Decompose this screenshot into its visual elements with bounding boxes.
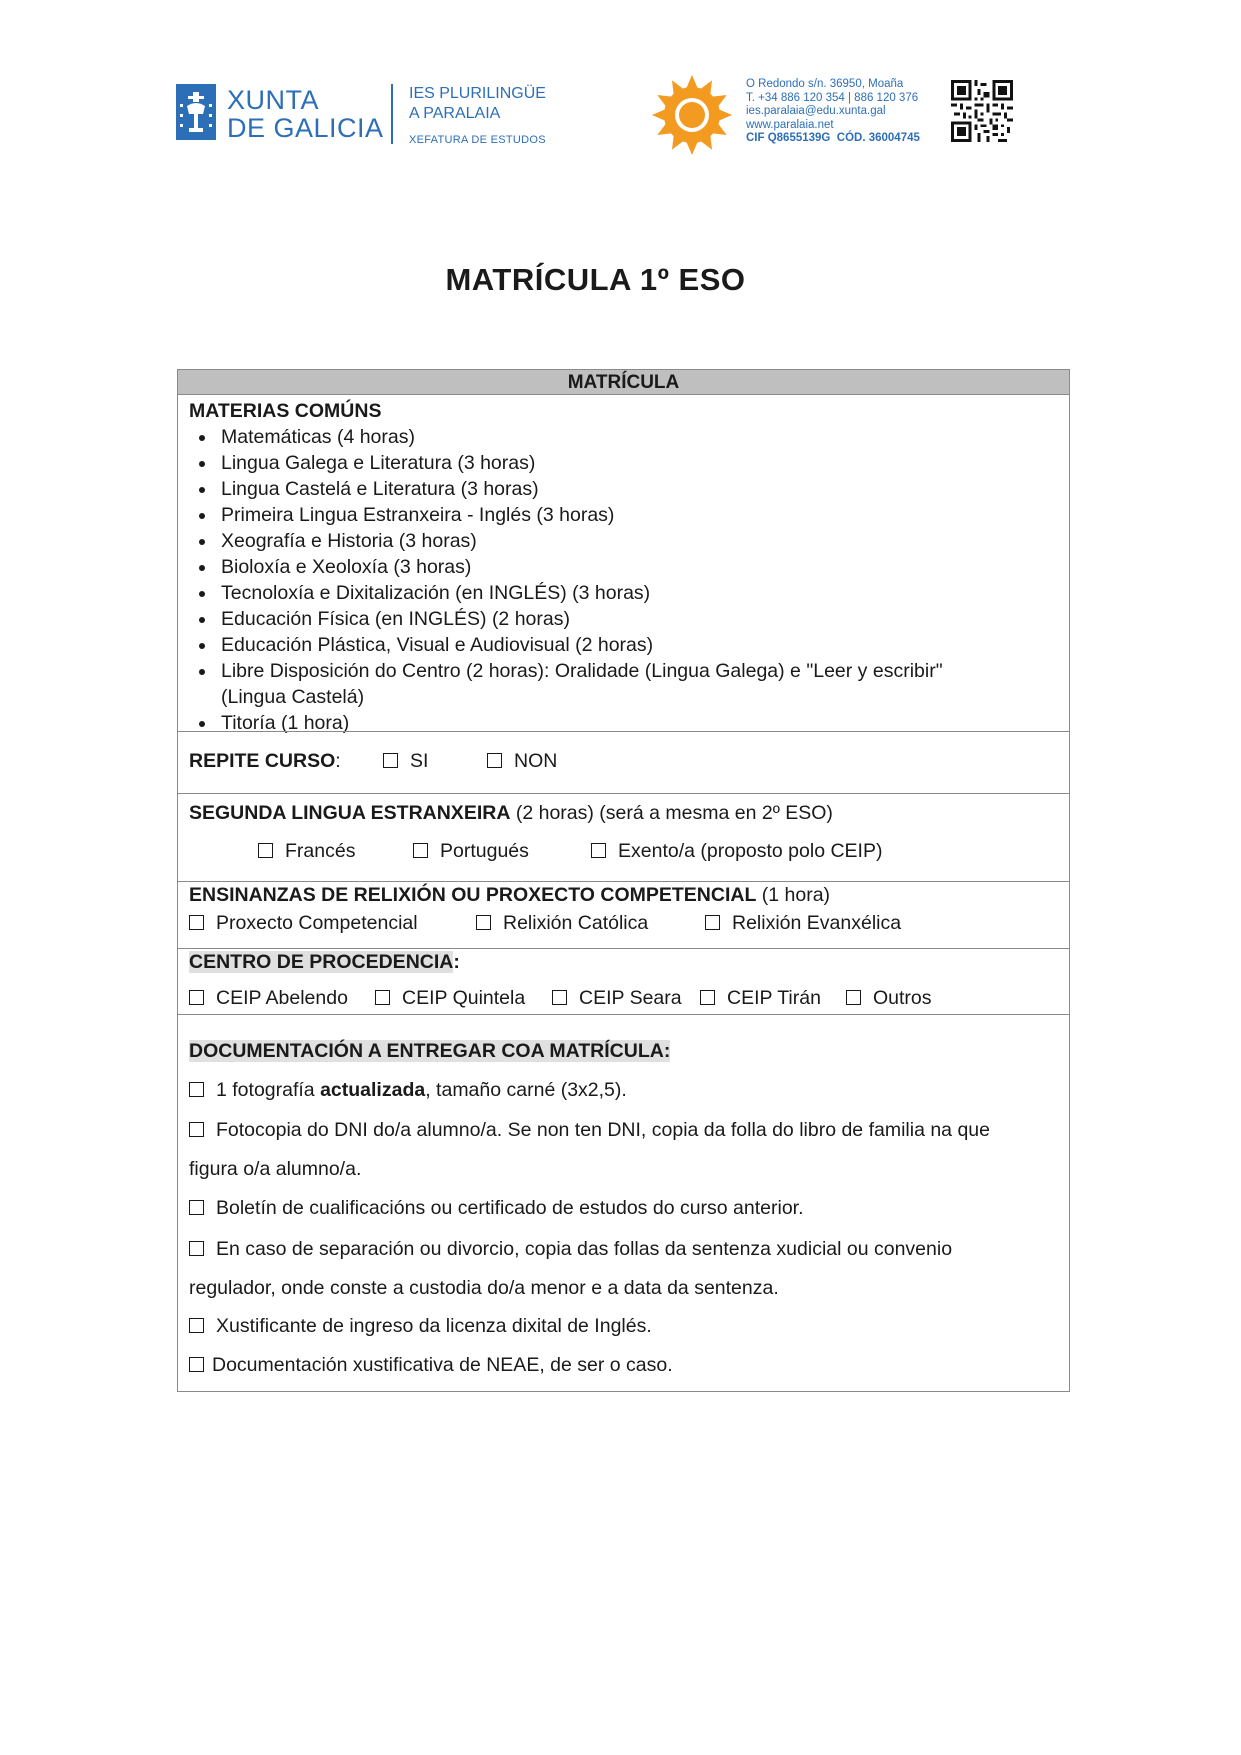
contact-cif: CIF Q8655139G	[746, 132, 831, 144]
list-item	[189, 632, 943, 658]
subject-label: Tecnoloxía e Dixitalización (en INGLÉS) (3 horas)	[221, 582, 651, 604]
subject-label: Bioloxía e Xeoloxía (3 horas)	[221, 556, 472, 578]
checkbox-icon[interactable]	[189, 1241, 204, 1256]
option-label: Relixión Católica	[503, 912, 649, 934]
bullet-icon	[199, 513, 205, 519]
repeat-course-section	[178, 731, 1069, 793]
doc-item-neae[interactable]	[189, 1354, 673, 1377]
option-label: CEIP Tirán	[727, 987, 821, 1009]
repeat-course-colon: :	[335, 750, 341, 772]
contact-web: www.paralaia.net	[746, 118, 834, 131]
doc-item-text: regulador, onde conste a custodia do/a menor e a data da sentenza.	[189, 1277, 779, 1299]
checkbox-icon[interactable]	[189, 1122, 204, 1137]
page-title: MATRÍCULA 1º ESO	[445, 262, 746, 297]
checkbox-icon[interactable]	[846, 990, 861, 1005]
checkbox-icon[interactable]	[383, 753, 398, 768]
contact-phone: T. +34 886 120 354 | 886 120 376	[746, 91, 919, 104]
option-label: CEIP Abelendo	[216, 987, 348, 1009]
second-language-label: SEGUNDA LINGUA ESTRANXEIRA	[189, 802, 511, 824]
doc-item-photo[interactable]	[189, 1079, 627, 1102]
doc-item-separacion-continuation	[189, 1277, 779, 1300]
contact-code: CÓD. 36004745	[836, 132, 920, 144]
list-item	[189, 554, 943, 580]
list-item	[189, 450, 943, 476]
checkbox-icon[interactable]	[189, 915, 204, 930]
option-frances[interactable]	[258, 840, 355, 863]
checkbox-icon[interactable]	[189, 990, 204, 1005]
second-language-note: (2 horas) (será a mesma en 2º ESO)	[510, 802, 833, 824]
documentation-label: DOCUMENTACIÓN A ENTREGAR COA MATRÍCULA:	[189, 1040, 671, 1062]
bullet-icon	[199, 461, 205, 467]
department-label: XEFATURA DE ESTUDOS	[409, 134, 546, 146]
option-proxecto-competencial[interactable]	[189, 912, 418, 935]
checkbox-icon[interactable]	[189, 1200, 204, 1215]
option-label: Proxecto Competencial	[216, 912, 418, 934]
list-item	[189, 528, 943, 554]
second-language-section	[178, 793, 1069, 881]
doc-item-text: Fotocopia do DNI do/a alumno/a. Se non ten DNI, copia da folla do libro de familia na que	[216, 1119, 990, 1141]
option-label: SI	[410, 750, 429, 772]
qr-code-icon	[951, 80, 1013, 142]
option-ceip-seara[interactable]	[552, 987, 682, 1010]
table-header-band: MATRÍCULA	[178, 370, 1069, 395]
doc-item-text: Xustificante de ingreso da licenza dixital de Inglés.	[216, 1315, 652, 1337]
option-label: CEIP Seara	[579, 987, 682, 1009]
sun-logo-icon	[651, 74, 733, 156]
option-label: NON	[514, 750, 558, 772]
subject-label: Xeografía e Historia (3 horas)	[221, 530, 477, 552]
header-divider	[391, 84, 393, 144]
xunta-galicia-wordmark	[227, 86, 384, 142]
bullet-icon	[199, 591, 205, 597]
option-label: Exento/a (proposto polo CEIP)	[618, 840, 883, 862]
repeat-si-option[interactable]	[383, 750, 428, 773]
checkbox-icon[interactable]	[375, 990, 390, 1005]
option-outros[interactable]	[846, 987, 932, 1010]
doc-item-text: figura o/a alumno/a.	[189, 1158, 362, 1180]
option-relixion-evanxelica[interactable]	[705, 912, 901, 935]
doc-item-emphasis: actualizada	[320, 1079, 426, 1101]
school-name-line1: IES PLURILINGÜE	[409, 85, 546, 102]
subject-label: Matemáticas (4 horas)	[221, 426, 415, 448]
common-subjects-heading: MATERIAS COMÚNS	[189, 400, 382, 422]
list-item	[189, 502, 943, 528]
option-ceip-abelendo[interactable]	[189, 987, 348, 1010]
xunta-emblem-icon	[176, 84, 216, 140]
religion-section	[178, 881, 1069, 948]
checkbox-icon[interactable]	[413, 843, 428, 858]
origin-school-colon: :	[453, 951, 460, 973]
school-wordmark	[409, 84, 546, 146]
option-ceip-quintela[interactable]	[375, 987, 525, 1010]
enrollment-form-table	[177, 369, 1070, 1392]
doc-item-dni[interactable]	[189, 1119, 990, 1142]
checkbox-icon[interactable]	[591, 843, 606, 858]
doc-item-text: 1 fotografía	[216, 1079, 321, 1101]
list-item	[189, 580, 943, 606]
doc-item-text: Boletín de cualificacións ou certificado de estudos do curso anterior.	[216, 1197, 804, 1219]
school-name-line2: A PARALAIA	[409, 105, 501, 122]
option-relixion-catolica[interactable]	[476, 912, 648, 935]
doc-item-boletin[interactable]	[189, 1197, 804, 1220]
doc-item-dni-continuation	[189, 1158, 361, 1181]
doc-item-licenza[interactable]	[189, 1315, 652, 1338]
contact-block	[746, 78, 920, 146]
option-label: Portugués	[440, 840, 529, 862]
checkbox-icon[interactable]	[552, 990, 567, 1005]
bullet-icon	[199, 643, 205, 649]
xunta-line1: XUNTA	[227, 85, 320, 115]
doc-item-text: Documentación xustificativa de NEAE, de ser o caso.	[212, 1354, 673, 1376]
subject-label: (Lingua Castelá)	[221, 686, 365, 708]
option-portugues[interactable]	[413, 840, 529, 863]
doc-item-text: , tamaño carné (3x2,5).	[425, 1079, 627, 1101]
repeat-course-label: REPITE CURSO	[189, 750, 336, 772]
origin-school-section	[178, 948, 1069, 1014]
subject-label: Libre Disposición do Centro (2 horas): Oralidade (Lingua Galega) e "Leer y escribir"	[221, 660, 943, 682]
checkbox-icon[interactable]	[700, 990, 715, 1005]
option-exento[interactable]	[591, 840, 882, 863]
checkbox-icon[interactable]	[189, 1357, 204, 1372]
subject-label: Educación Plástica, Visual e Audiovisual (2 horas)	[221, 634, 654, 656]
bullet-icon	[199, 617, 205, 623]
religion-label: ENSINANZAS DE RELIXIÓN OU PROXECTO COMPETENCIAL	[189, 884, 757, 906]
letterhead	[0, 74, 1241, 164]
list-item	[189, 606, 943, 632]
bullet-icon	[199, 487, 205, 493]
option-label: CEIP Quintela	[402, 987, 526, 1009]
doc-item-text: En caso de separación ou divorcio, copia das follas da sentenza xudicial ou convenio	[216, 1238, 953, 1260]
subject-label: Educación Física (en INGLÉS) (2 horas)	[221, 608, 570, 630]
option-label: Francés	[285, 840, 356, 862]
checkbox-icon[interactable]	[487, 753, 502, 768]
contact-address: O Redondo s/n. 36950, Moaña	[746, 78, 904, 90]
religion-note: (1 hora)	[756, 884, 831, 906]
subject-label: Lingua Galega e Literatura (3 horas)	[221, 452, 536, 474]
contact-email: ies.paralaia@edu.xunta.gal	[746, 105, 886, 117]
checkbox-icon[interactable]	[258, 843, 273, 858]
checkbox-icon[interactable]	[705, 915, 720, 930]
checkbox-icon[interactable]	[189, 1318, 204, 1333]
documentation-section	[178, 1014, 1069, 1391]
subject-label: Primeira Lingua Estranxeira - Inglés (3 horas)	[221, 504, 615, 526]
option-label: Relixión Evanxélica	[732, 912, 902, 934]
bullet-icon	[199, 721, 205, 727]
checkbox-icon[interactable]	[476, 915, 491, 930]
bullet-icon	[199, 539, 205, 545]
xunta-line2: DE GALICIA	[227, 113, 384, 143]
list-item	[189, 658, 943, 684]
option-ceip-tiran[interactable]	[700, 987, 821, 1010]
option-label: Outros	[873, 987, 932, 1009]
checkbox-icon[interactable]	[189, 1082, 204, 1097]
subject-label: Titoría (1 hora)	[221, 712, 350, 734]
bullet-icon	[199, 565, 205, 571]
common-subjects-section	[189, 398, 943, 736]
list-item	[189, 424, 943, 450]
repeat-non-option[interactable]	[487, 750, 557, 773]
bullet-icon	[199, 435, 205, 441]
subject-label: Lingua Castelá e Literatura (3 horas)	[221, 478, 539, 500]
list-item-continuation	[189, 684, 943, 710]
bullet-icon	[199, 669, 205, 675]
list-item	[189, 476, 943, 502]
doc-item-separacion[interactable]	[189, 1238, 952, 1261]
origin-school-label: CENTRO DE PROCEDENCIA	[189, 951, 454, 973]
